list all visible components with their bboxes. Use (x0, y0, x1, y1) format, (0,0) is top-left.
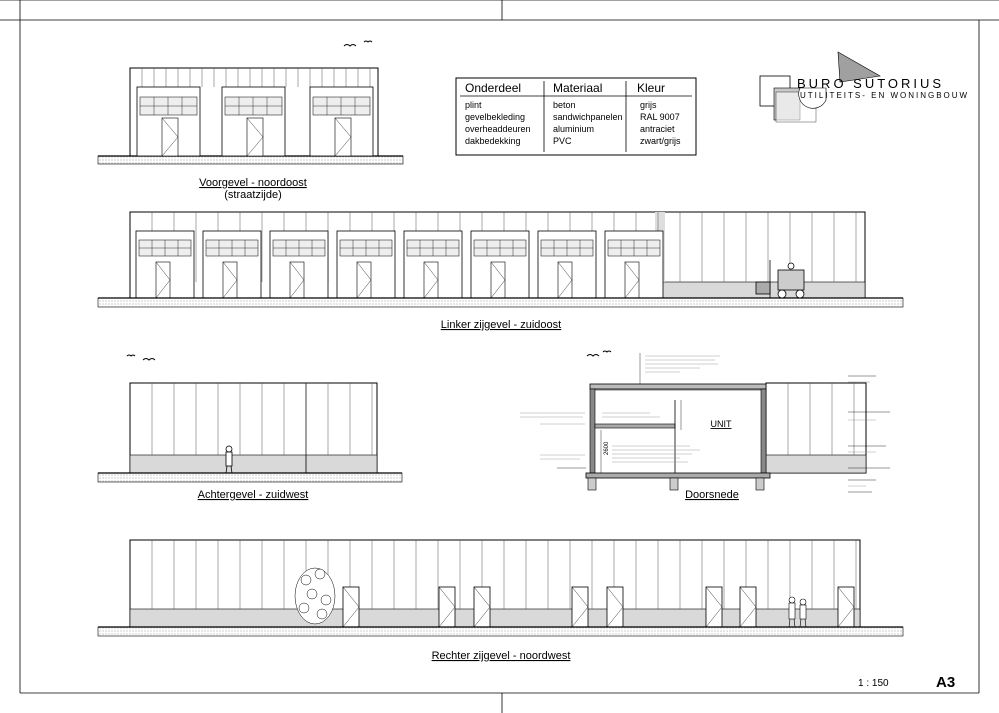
overhead-door (270, 231, 328, 298)
back-elevation (98, 383, 402, 501)
table-header-kleur: Kleur (637, 81, 666, 95)
overhead-door (605, 231, 663, 298)
overhead-door (538, 231, 596, 298)
service-door (343, 587, 359, 627)
overhead-door (136, 231, 194, 298)
logo-tagline: UTILITEITS- EN WONINGBOUW (800, 91, 970, 100)
overhead-door (337, 231, 395, 298)
front-elevation-title: Voorgevel - noordoost (199, 177, 307, 189)
service-door (474, 587, 490, 627)
table-header-materiaal: Materiaal (553, 81, 603, 95)
overhead-door (471, 231, 529, 298)
service-door (439, 587, 455, 627)
overhead-door (203, 231, 261, 298)
left-elevation (98, 212, 903, 331)
front-elevation (98, 68, 403, 201)
service-door (572, 587, 588, 627)
right-elevation (98, 540, 903, 662)
table-cell: overheaddeuren (465, 124, 531, 134)
table-cell: dakbedekking (465, 136, 521, 146)
overhead-door (404, 231, 462, 298)
table-cell: PVC (553, 136, 572, 146)
table-cell: sandwichpanelen (553, 112, 623, 122)
section-height-dimension: 2600 (604, 441, 610, 455)
right-elevation-title: Rechter zijgevel - noordwest (431, 650, 571, 662)
service-door (607, 587, 623, 627)
table-cell: beton (553, 100, 576, 110)
table-cell: antraciet (640, 124, 675, 134)
overhead-door (310, 87, 373, 156)
table-header-onderdeel: Onderdeel (465, 81, 522, 95)
cross-section (520, 352, 890, 501)
service-door (706, 587, 722, 627)
overhead-door (137, 87, 200, 156)
table-cell: aluminium (553, 124, 595, 134)
overhead-door (222, 87, 285, 156)
service-door (740, 587, 756, 627)
back-elevation-title: Achtergevel - zuidwest (197, 489, 309, 501)
shrub-figure (295, 568, 335, 624)
table-cell: RAL 9007 (640, 112, 680, 122)
section-title: Doorsnede (685, 489, 739, 501)
section-room-label: UNIT (710, 419, 732, 429)
left-elevation-title: Linker zijgevel - zuidoost (440, 319, 562, 331)
logo-name: BURO SUTORIUS (797, 76, 945, 91)
table-cell: plint (465, 100, 482, 110)
company-logo (760, 52, 969, 122)
table-cell: zwart/grijs (640, 136, 681, 146)
table-cell: grijs (640, 100, 657, 110)
sheet-size-label: A3 (936, 674, 956, 691)
front-elevation-subtitle: (straatzijde) (224, 189, 282, 201)
service-door (838, 587, 854, 627)
table-cell: gevelbekleding (465, 112, 526, 122)
drawing-scale: 1 : 150 (858, 678, 889, 689)
materials-table (456, 78, 696, 155)
